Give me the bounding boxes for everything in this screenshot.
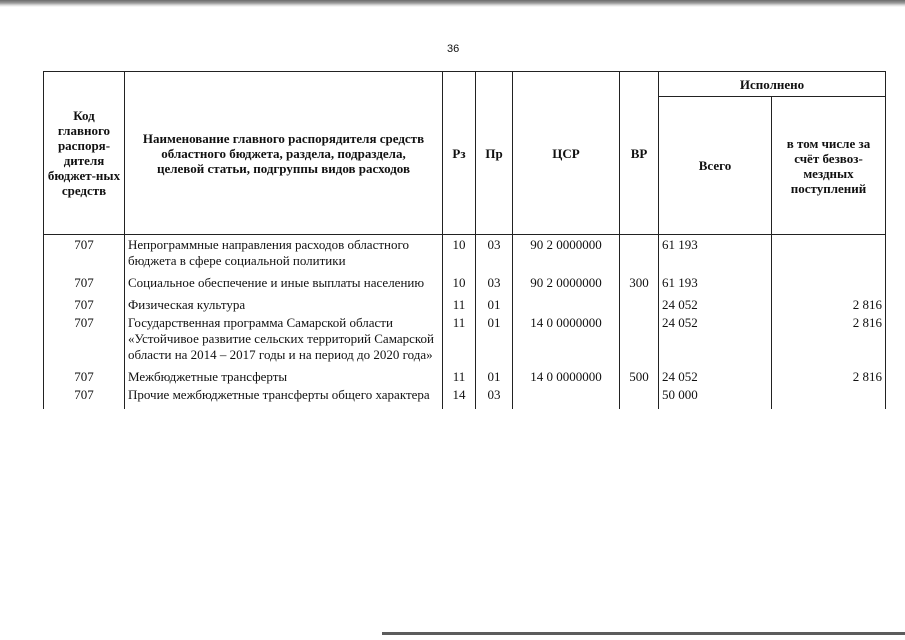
- cell-csr: 90 2 0000000: [513, 237, 620, 275]
- header-total: Всего: [659, 97, 772, 235]
- cell-rz: 10: [443, 275, 476, 297]
- header-executed: Исполнено: [659, 72, 886, 97]
- cell-name: Прочие межбюджетные трансферты общего характера: [125, 387, 443, 409]
- cell-pr: 03: [476, 387, 513, 409]
- page-number: 36: [447, 43, 460, 55]
- cell-csr: 90 2 0000000: [513, 275, 620, 297]
- table-row: [44, 369, 886, 387]
- header-pr: Пр: [476, 72, 513, 235]
- cell-pr: 01: [476, 297, 513, 315]
- cell-rz: 10: [443, 237, 476, 275]
- cell-csr: [513, 297, 620, 315]
- cell-code: 707: [44, 315, 125, 369]
- scan-edge-bottom: [382, 632, 905, 635]
- cell-name: Физическая культура: [125, 297, 443, 315]
- cell-pr: 01: [476, 315, 513, 369]
- cell-csr: 14 0 0000000: [513, 369, 620, 387]
- cell-bezvoz: [772, 237, 886, 275]
- table-row: [44, 387, 886, 409]
- cell-vr: 500: [620, 369, 659, 387]
- cell-pr: 01: [476, 369, 513, 387]
- cell-total: 24 052: [659, 315, 772, 369]
- table-row: [44, 315, 886, 369]
- header-name: Наименование главного распорядителя средств областного бюджета, раздела, подраздела, целевой статьи, подгруппы видов расходов: [125, 72, 443, 235]
- budget-execution-table: [43, 71, 886, 409]
- cell-rz: 11: [443, 369, 476, 387]
- cell-code: 707: [44, 275, 125, 297]
- cell-vr: [620, 297, 659, 315]
- cell-total: 24 052: [659, 369, 772, 387]
- cell-name: Государственная программа Самарской области «Устойчивое развитие сельских территорий Самарской области на 2014 – 2017 годы и на период до 2020 года»: [125, 315, 443, 369]
- cell-code: 707: [44, 297, 125, 315]
- cell-vr: [620, 237, 659, 275]
- cell-csr: 14 0 0000000: [513, 315, 620, 369]
- header-csr: ЦСР: [513, 72, 620, 235]
- cell-csr: [513, 387, 620, 409]
- cell-code: 707: [44, 237, 125, 275]
- cell-bezvoz: [772, 387, 886, 409]
- cell-total: 61 193: [659, 275, 772, 297]
- cell-rz: 11: [443, 297, 476, 315]
- cell-total: 61 193: [659, 237, 772, 275]
- cell-code: 707: [44, 369, 125, 387]
- cell-total: 24 052: [659, 297, 772, 315]
- header-rz: Рз: [443, 72, 476, 235]
- cell-rz: 11: [443, 315, 476, 369]
- cell-vr: [620, 387, 659, 409]
- cell-vr: 300: [620, 275, 659, 297]
- cell-bezvoz: 2 816: [772, 369, 886, 387]
- cell-bezvoz: 2 816: [772, 297, 886, 315]
- cell-total: 50 000: [659, 387, 772, 409]
- table-row: [44, 275, 886, 297]
- table-row: [44, 237, 886, 275]
- cell-name: Непрограммные направления расходов областного бюджета в сфере социальной политики: [125, 237, 443, 275]
- cell-name: Социальное обеспечение и иные выплаты населению: [125, 275, 443, 297]
- cell-bezvoz: 2 816: [772, 315, 886, 369]
- cell-pr: 03: [476, 237, 513, 275]
- cell-rz: 14: [443, 387, 476, 409]
- header-bezvoz: в том числе за счёт безвоз-мездных поступлений: [772, 97, 886, 235]
- table-row: [44, 297, 886, 315]
- cell-vr: [620, 315, 659, 369]
- cell-name: Межбюджетные трансферты: [125, 369, 443, 387]
- cell-code: 707: [44, 387, 125, 409]
- cell-bezvoz: [772, 275, 886, 297]
- header-vr: ВР: [620, 72, 659, 235]
- scan-edge-top: [0, 0, 905, 7]
- header-code: Код главного распоря-дителя бюджет-ных средств: [44, 72, 125, 235]
- cell-pr: 03: [476, 275, 513, 297]
